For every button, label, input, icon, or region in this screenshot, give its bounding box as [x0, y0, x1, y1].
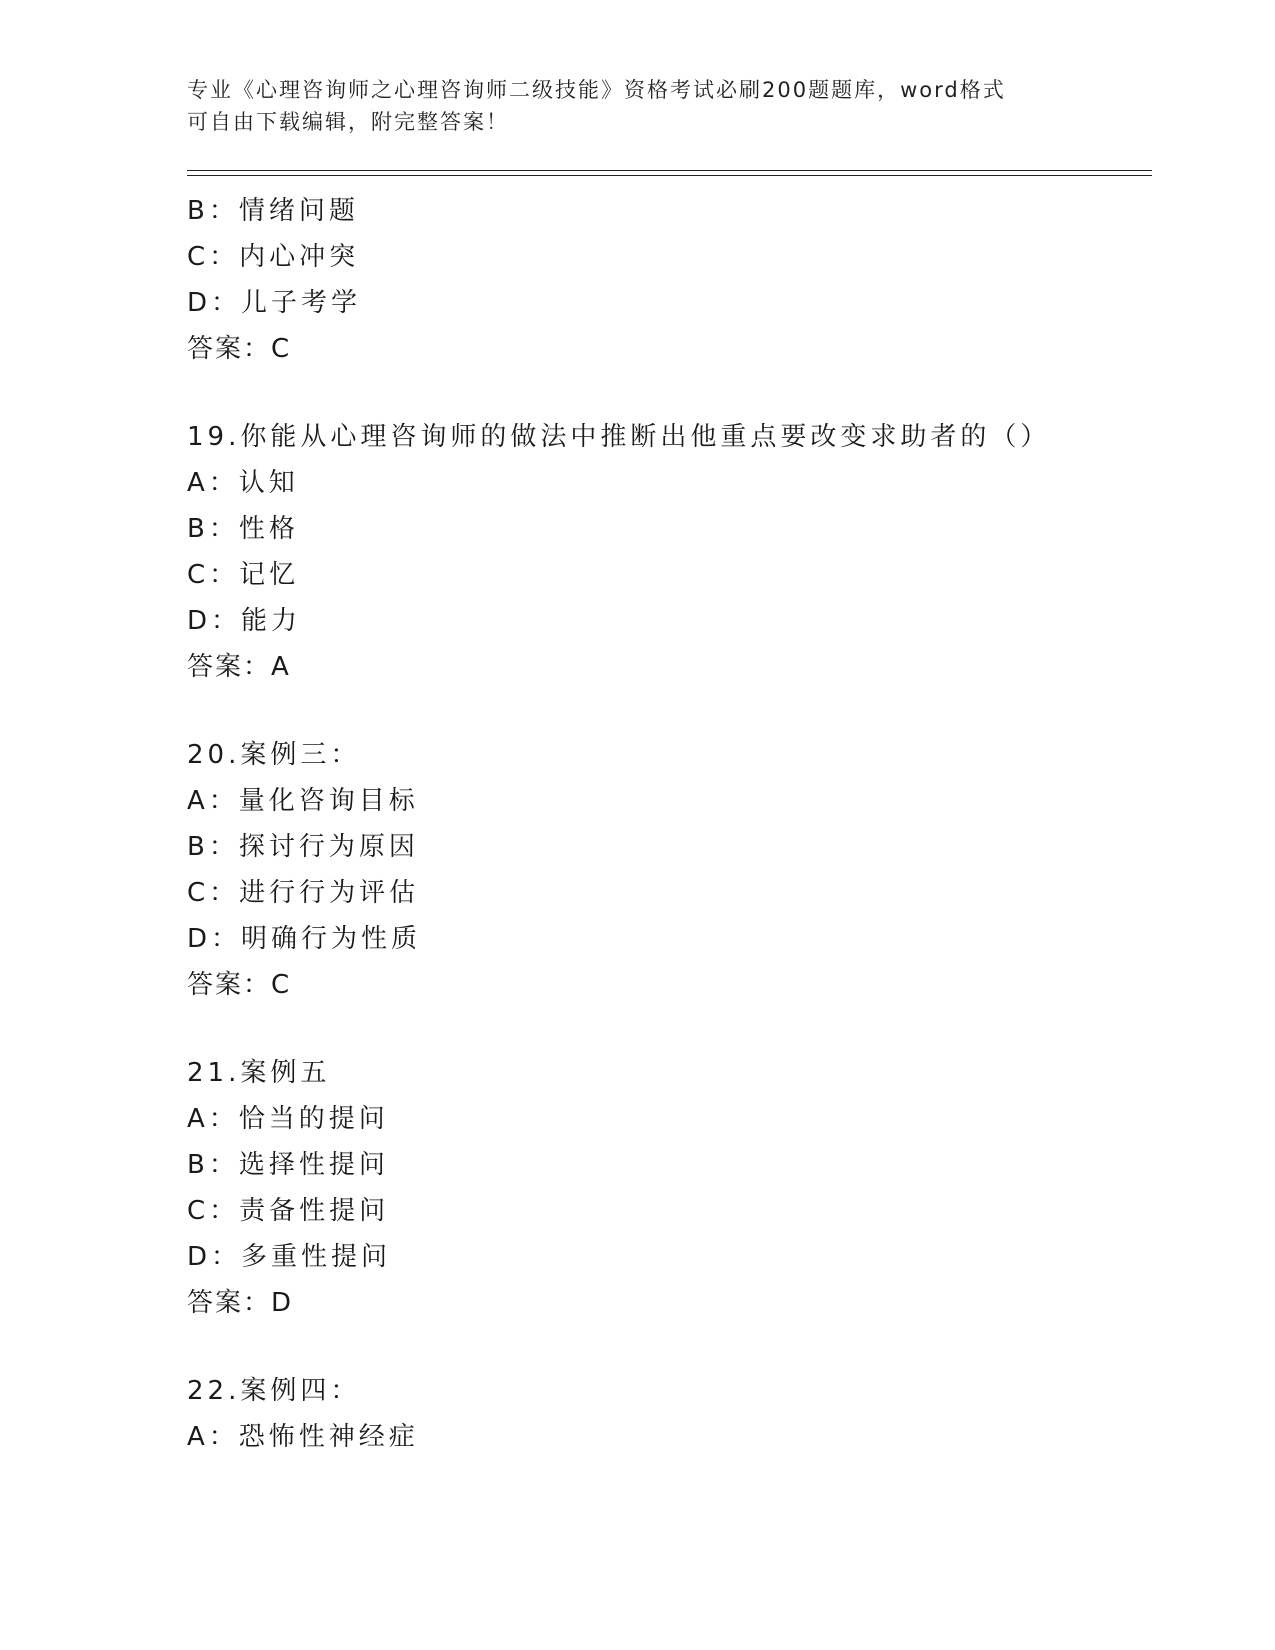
- answer-option: B：探讨行为原因: [187, 832, 419, 862]
- answer-option: C：责备性提问: [187, 1196, 390, 1226]
- answer-option: B：性格: [187, 514, 299, 544]
- answer-option: C：记忆: [187, 560, 300, 590]
- answer-option: A：恰当的提问: [187, 1104, 389, 1134]
- answer-option: A：量化咨询目标: [187, 786, 419, 816]
- answer-option: C：内心冲突: [187, 242, 360, 272]
- answer-option: D：儿子考学: [187, 288, 362, 318]
- answer-option: D：能力: [187, 606, 302, 636]
- question-block: [187, 188, 1152, 372]
- document-header: [187, 74, 1087, 138]
- answer-option: D：多重性提问: [187, 1242, 392, 1272]
- answer-key: 答案：C: [187, 334, 292, 364]
- answer-key: 答案：C: [187, 970, 292, 1000]
- question-block: [187, 1368, 1152, 1460]
- header-divider-bottom: [187, 175, 1152, 176]
- block-spacer: [187, 1008, 1152, 1050]
- answer-option: A：恐怖性神经症: [187, 1422, 419, 1452]
- header-divider-top: [187, 170, 1152, 171]
- question-block: [187, 414, 1152, 690]
- answer-option: B：选择性提问: [187, 1150, 389, 1180]
- question-stem: 22.案例四：: [187, 1376, 361, 1406]
- block-spacer: [187, 1326, 1152, 1368]
- answer-key: 答案：A: [187, 652, 291, 682]
- question-list: [187, 188, 1152, 1460]
- question-stem: 21.案例五: [187, 1058, 331, 1088]
- answer-option: C：进行行为评估: [187, 878, 420, 908]
- answer-key: 答案：D: [187, 1288, 294, 1318]
- header-title-line-2: 可自由下载编辑，附完整答案！: [187, 110, 509, 134]
- question-stem: 20.案例三：: [187, 740, 361, 770]
- block-spacer: [187, 690, 1152, 732]
- question-stem: 19.你能从心理咨询师的做法中推断出他重点要改变求助者的（）: [187, 422, 1051, 452]
- answer-option: D：明确行为性质: [187, 924, 422, 954]
- question-block: [187, 732, 1152, 1008]
- question-block: [187, 1050, 1152, 1326]
- answer-option: A：认知: [187, 468, 299, 498]
- header-title-line-1: 专业《心理咨询师之心理咨询师二级技能》资格考试必刷200题题库，word格式: [187, 78, 1006, 102]
- block-spacer: [187, 372, 1152, 414]
- answer-option: B：情绪问题: [187, 196, 359, 226]
